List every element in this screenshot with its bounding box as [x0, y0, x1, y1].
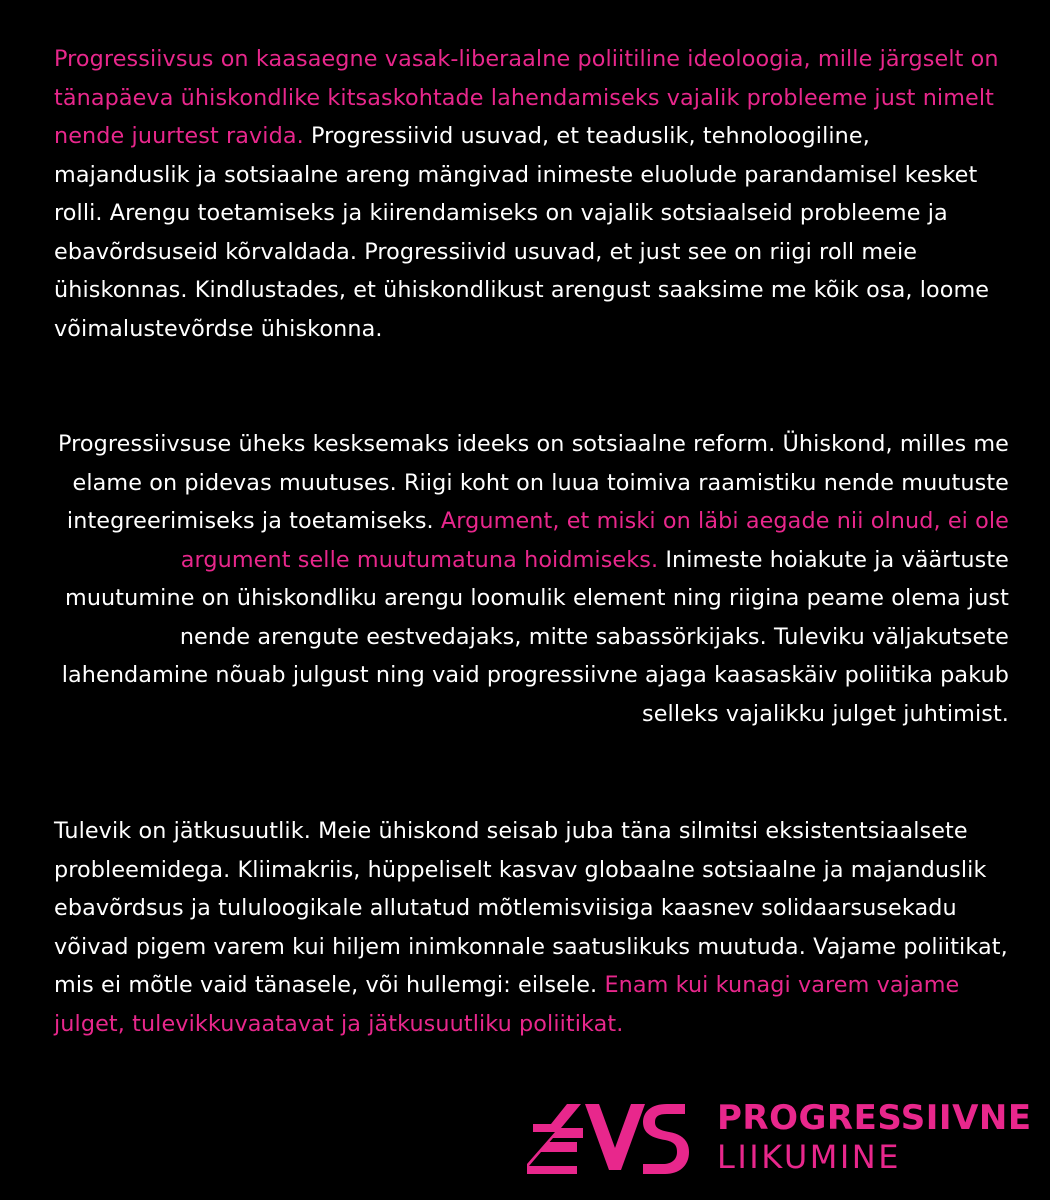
logo-text-liikumine: LIIKUMINE [717, 1138, 901, 1176]
paragraph-reform-intro: Progressiivsuse üheks kesksemaks ideeks on sotsiaalne reform. Ühiskond, milles me elame on pidevas muutuses. Riigi koht on luua toimiva raamistiku nende muutuste integreerimiseks ja toetamiseks. [57, 431, 1009, 534]
paragraph-reform [54, 425, 1009, 733]
progressiivne-liikumine-logo [527, 1098, 1032, 1178]
paragraph-reform-highlight: Argument, et miski on läbi aegade nii olnud, ei ole argument selle muutumatuna hoidmiseks. [180, 508, 1009, 573]
paragraph-future [54, 812, 1009, 1043]
logo-text-progressiivne: PROGRESSIIVNE [717, 1098, 1032, 1138]
paragraph-intro-highlight: Progressiivsus on kaasaegne vasak-liberaalne poliitiline ideoloogia, mille järgselt on tänapäeva ühiskondlike kitsaskohtade lahendamiseks vajalik probleeme just nimelt nende juurtest ravida. [54, 46, 999, 149]
paragraph-future-highlight: Enam kui kunagi varem vajame julget, tulevikkuvaatavat ja jätkusuutliku poliitikat. [54, 972, 960, 1037]
eesti-200-mark-icon [527, 1104, 689, 1174]
paragraph-future-body: Tulevik on jätkusuutlik. Meie ühiskond seisab juba täna silmitsi eksistentsiaalsete probleemidega. Kliimakriis, hüppeliselt kasvav globaalne sotsiaalne ja majanduslik ebavõrdsus ja tululoogikale allutatud mõtlemisviisiga kaasnev solidaarsusekadu võivad pigem varem kui hiljem inimkonnale saatuslikuks muutuda. Vajame poliitikat, mis ei mõtle vaid tänasele, või hullemgi: eilsele. [54, 818, 1008, 998]
paragraph-reform-body: Inimeste hoiakute ja väärtuste muutumine on ühiskondliku arengu loomulik element ning riigina peame olema just nende arengute eestvedajaks, mitte sabassörkijaks. Tuleviku väljakutsete lahendamine nõuab julgust ning vaid progressiivne ajaga kaasaskäiv poliitika pakub selleks vajalikku julget juhtimist. [61, 546, 1009, 727]
paragraph-intro-body: Progressiivid usuvad, et teaduslik, tehnoloogiline, majanduslik ja sotsiaalne areng mängivad inimeste eluolude parandamisel kesket rolli. Arengu toetamiseks ja kiirendamiseks on vajalik sotsiaalseid probleeme ja ebavõrdsuseid kõrvaldada. Progressiivid usuvad, et just see on riigi roll meie ühiskonnas. Kindlustades, et ühiskondlikust arengust saaksime me kõik osa, loome võimalustevõrdse ühiskonna. [54, 123, 990, 342]
paragraph-intro [54, 40, 1009, 348]
